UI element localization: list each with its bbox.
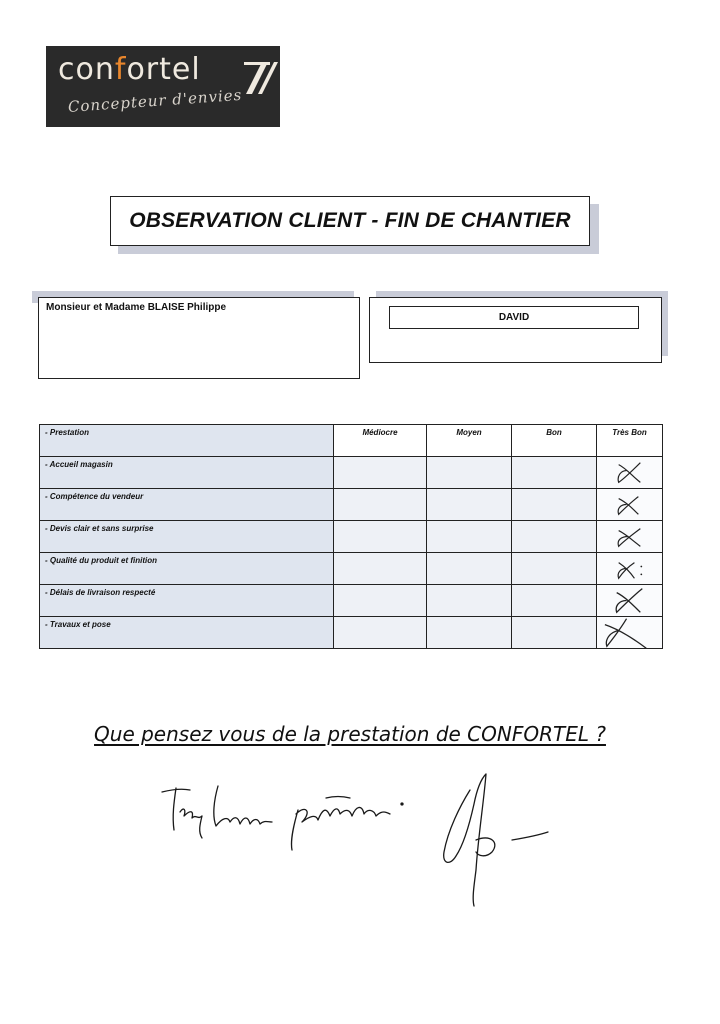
cell-tres-bon[interactable]	[597, 585, 663, 617]
table-row	[40, 617, 663, 649]
row-label: - Compétence du vendeur	[40, 489, 334, 521]
cell-moyen[interactable]	[427, 617, 512, 649]
row-label: - Travaux et pose	[40, 617, 334, 649]
client-info-box	[38, 297, 360, 379]
table-row	[40, 457, 663, 489]
cell-bon[interactable]	[512, 489, 597, 521]
logo-tagline: Concepteur d'envies	[67, 85, 243, 116]
rating-table	[39, 424, 663, 649]
row-label: - Devis clair et sans surprise	[40, 521, 334, 553]
cell-moyen[interactable]	[427, 585, 512, 617]
checkmark-icon	[597, 457, 662, 488]
form-title: OBSERVATION CLIENT - FIN DE CHANTIER	[129, 209, 571, 232]
table-row	[40, 585, 663, 617]
row-label: - Qualité du produit et finition	[40, 553, 334, 585]
salesperson-field: DAVID	[389, 306, 639, 329]
row-label: - Accueil magasin	[40, 457, 334, 489]
cell-moyen[interactable]	[427, 457, 512, 489]
cell-moyen[interactable]	[427, 521, 512, 553]
cell-bon[interactable]	[512, 457, 597, 489]
cell-bon[interactable]	[512, 521, 597, 553]
cell-mediocre[interactable]	[334, 489, 427, 521]
checkmark-icon	[597, 585, 662, 616]
cell-mediocre[interactable]	[334, 585, 427, 617]
cell-tres-bon[interactable]	[597, 553, 663, 585]
cell-tres-bon[interactable]	[597, 489, 663, 521]
vendor-box	[369, 297, 662, 363]
checkmark-icon	[597, 521, 662, 552]
form-title-box	[110, 196, 590, 246]
cell-tres-bon[interactable]	[597, 521, 663, 553]
table-row	[40, 553, 663, 585]
checkmark-icon	[597, 489, 662, 520]
header-moyen: Moyen	[427, 425, 512, 457]
logo-slash-icon	[242, 60, 278, 94]
feedback-question: Que pensez vous de la prestation de CONFORTEL ?	[94, 722, 606, 746]
cell-tres-bon[interactable]	[597, 617, 663, 649]
table-header-row	[40, 425, 663, 457]
table-row	[40, 521, 663, 553]
table-row	[40, 489, 663, 521]
confortel-logo	[46, 46, 280, 127]
cell-mediocre[interactable]	[334, 457, 427, 489]
cell-mediocre[interactable]	[334, 553, 427, 585]
cell-bon[interactable]	[512, 553, 597, 585]
header-bon: Bon	[512, 425, 597, 457]
cell-bon[interactable]	[512, 585, 597, 617]
header-mediocre: Médiocre	[334, 425, 427, 457]
logo-brand-name: confortel	[58, 52, 201, 87]
header-tres-bon: Très Bon	[597, 425, 663, 457]
cell-mediocre[interactable]	[334, 521, 427, 553]
checkmark-icon	[597, 617, 662, 648]
cell-mediocre[interactable]	[334, 617, 427, 649]
client-name: Monsieur et Madame BLAISE Philippe	[46, 302, 227, 313]
handwritten-answer-text	[0, 0, 1, 1]
row-label: - Délais de livraison respecté	[40, 585, 334, 617]
cell-moyen[interactable]	[427, 553, 512, 585]
cell-bon[interactable]	[512, 617, 597, 649]
handwritten-answer-icon	[140, 760, 570, 920]
cell-tres-bon[interactable]	[597, 457, 663, 489]
checkmark-icon	[597, 553, 662, 584]
cell-moyen[interactable]	[427, 489, 512, 521]
header-prestation: - Prestation	[40, 425, 334, 457]
